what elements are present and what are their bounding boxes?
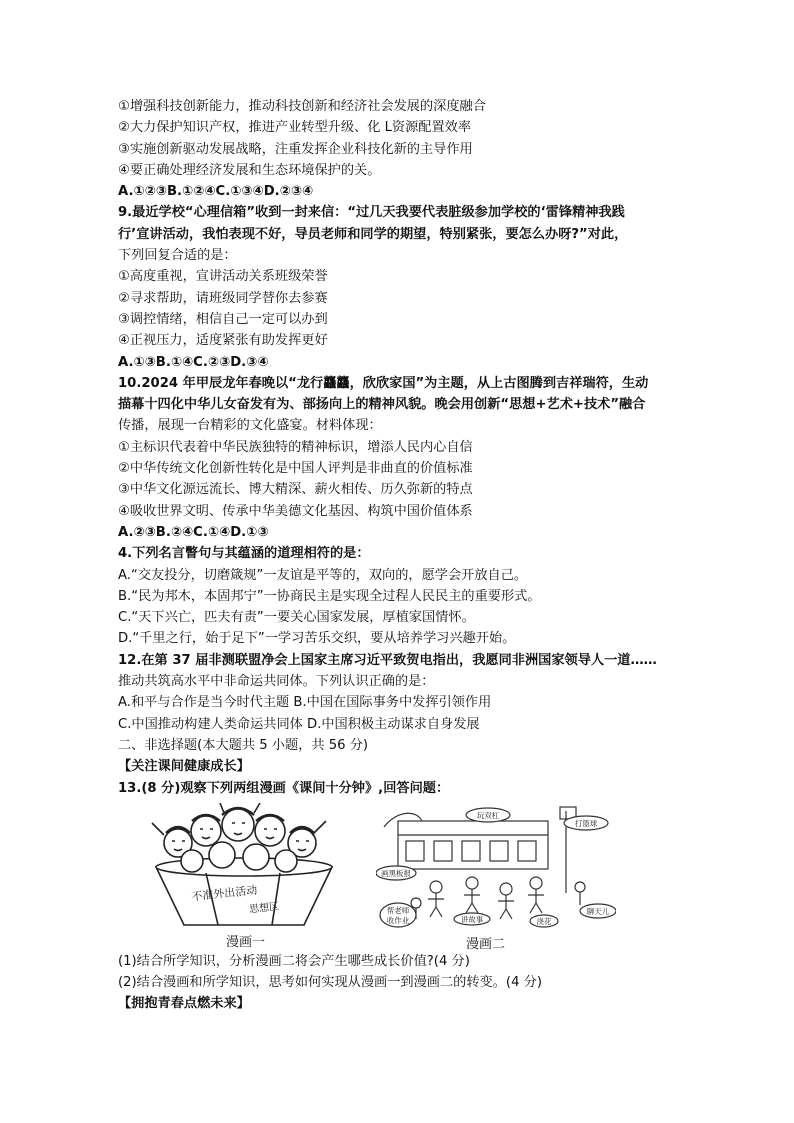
q9-option-1: ①高度重视，宣讲活动关系班级荣誉	[118, 269, 328, 285]
q12-options-ab: A.和平与合作是当今时代主题 B.中国在国际事务中发挥引领作用	[118, 695, 492, 711]
comic-two-label-6: 讲故事	[460, 914, 484, 924]
comic-two-caption: 漫画二	[466, 936, 506, 952]
q8-option-3: ③实施创新驱动发展战略，注重发挥企业科技化新的主导作用	[118, 141, 473, 157]
comic-one-caption: 漫画一	[226, 934, 266, 950]
comic-two-label-2: 打篮球	[574, 818, 598, 828]
q9-option-4: ④正视压力，适度紧张有助发挥更好	[118, 333, 328, 349]
comic-one-sign-line-1: 不准外出活动	[190, 883, 258, 904]
q10-option-1: ①主标识代表着中华民族独特的精神标识，增添人民内心自信	[118, 439, 473, 455]
q13-stem: 13.(8 分)观察下列两组漫画《课间十分钟》,回答问题：	[118, 780, 450, 796]
q9-option-3: ③调控情绪，相信自己一定可以办到	[118, 311, 328, 327]
exam-page	[118, 96, 698, 1015]
q11-stem: 4.下列名言瞥句与其蕴涵的道理相符的是：	[118, 546, 370, 562]
section-heading: 二、非选择题(本大题共 5 小题，共 56 分)	[118, 737, 369, 753]
q8-option-4: ④要正确处理经济发展和生态环境保护的关。	[118, 162, 381, 178]
comics-area	[118, 803, 698, 952]
q10-option-2: ②中华传统文化创新性转化是中国人评判是非曲直的价值标准	[118, 461, 473, 477]
q12-stem-line-1: 12.在第 37 届非测联盟净会上国家主席习近平致贺电指出，我愿同非洲国家领导人一道……	[118, 652, 657, 668]
q9-answer-choices: A.①③B.①④C.②③D.③④	[118, 354, 269, 370]
comic-two-label-3: 画黑板报	[381, 868, 411, 878]
q11-option-d: D.“千里之行，始于足下”一学习苦乐交织，要从培养学习兴趣开始。	[118, 631, 516, 647]
q9-stem-line-3: 下列回复合适的是：	[118, 248, 237, 264]
q11-option-c: C.“天下兴亡，匹夫有责”一要关心国家发展，厚植家国情怀。	[118, 610, 475, 626]
q11-option-a: A.“交友投分，切磨箴规”一友谊是平等的，双向的，愿学会开放自己。	[118, 567, 528, 583]
comic-two-label-7: 浇花	[536, 916, 552, 926]
q13-subquestion-1: (1)结合所学知识，分析漫画二将会产生哪些成长价值?(4 分)	[118, 953, 470, 969]
q10-stem-line-2: 描幕十四化中华儿女奋发有为、部扬向上的精神风貌。晚会用创新“思想+艺术+技术”融合	[118, 397, 646, 413]
comic-one-sign-line-2: 思想区	[248, 901, 280, 916]
q8-answer-choices: A.①②③B.①②④C.①③④D.②③④	[118, 184, 314, 200]
comic-one-illustration	[126, 803, 376, 931]
q10-stem-line-1: 10.2024 年甲辰龙年春晚以“龙行龘龘，欣欣家国”为主题，从上古图腾到吉祥瑞符，生动	[118, 375, 649, 391]
q10-option-3: ③中华文化源远流长、博大精深、薪火相传、历久弥新的特点	[118, 482, 473, 498]
q9-option-2: ②寻求帮助，请班级同学替你去参赛	[118, 290, 328, 306]
q10-answer-choices: A.②③B.②④C.①④D.①③	[118, 524, 269, 540]
q8-option-1: ①增强科技创新能力，推动科技创新和经济社会发展的深度融合	[118, 99, 486, 114]
q10-stem-line-3: 传播，展现一台精彩的文化盛宴。材料体现：	[118, 418, 382, 434]
q12-options-cd: C.中国推动构建人类命运共同体 D.中国积极主动谋求自身发展	[118, 716, 480, 732]
comic-two-label-4: 帮老师	[386, 905, 410, 915]
q13-subquestion-2: (2)结合漫画和所学知识，思考如何实现从漫画一到漫画二的转变。(4 分)	[118, 975, 542, 991]
q9-stem-line-1: 9.最近学校“心理信箱”收到一封来信：“过几天我要代表脏级参加学校的‘雷锋精神我践	[118, 205, 625, 221]
q9-stem-line-2: 行’宣讲活动，我怕表现不好，导员老师和同学的期望，特别紧张，要怎么办呀?”对此，	[118, 226, 628, 242]
q10-option-4: ④吸收世界文明、传承中华美德文化基因、构筑中国价值体系	[118, 503, 473, 519]
comic-two-label-8: 聊天儿	[586, 906, 610, 916]
q12-stem-line-2: 推动共筑高水平中非命运共同体。下列认识正确的是：	[118, 674, 435, 690]
comic-two-label-5: 收作业	[386, 915, 410, 925]
comic-two-label-1: 玩双杠	[476, 810, 500, 820]
topic-heading-1: 【关注课间健康成长】	[118, 759, 250, 775]
topic-heading-2: 【拥抱青春点燃未来】	[118, 996, 250, 1012]
comic-two-illustration	[376, 803, 616, 933]
q11-option-b: B.“民为邦木，本固邦宁”一协商民主是实现全过程人民民主的重要形式。	[118, 588, 541, 604]
q8-option-2: ②大力保护知识产权，推进产业转型升级、化 L资源配置效率	[118, 120, 472, 136]
